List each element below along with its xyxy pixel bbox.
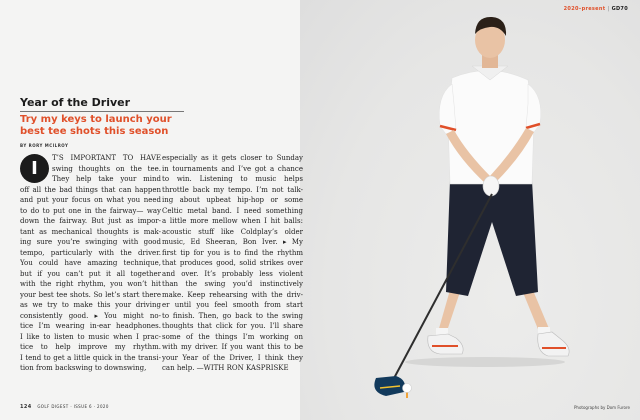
deck-line: best tee shots this season: [20, 125, 169, 137]
body-text-line: a little more mellow when I hit balls:: [162, 217, 303, 225]
body-text-line: acoustic stuff like Coldplay’s older: [162, 227, 303, 236]
body-text-line: as we try to make this your driving: [20, 301, 161, 309]
body-column-2: [162, 153, 303, 374]
body-text-line: make. Keep rehearsing with the driv-: [162, 290, 303, 299]
photo-credit: Photographs by Dom Furore: [574, 405, 630, 410]
body-text-line: off all the bad things that can happen: [20, 185, 161, 194]
body-text-line: in tournaments and I’ve got a chance: [162, 164, 303, 173]
body-text-line: can help. —WITH RON KASPRISKE: [162, 364, 289, 372]
body-text-line: swing thoughts on the tee.: [52, 164, 161, 173]
article-headline: Year of the Driver: [20, 96, 131, 109]
body-text-line: throttle back my tempo. I’m not talk-: [162, 185, 303, 194]
body-text-line: tant as mechanical thoughts is mak-: [20, 227, 161, 236]
body-text-line: I like to listen to music when I prac-: [20, 332, 161, 341]
body-text-line: with my driver. If you want this to be: [162, 343, 303, 351]
body-text-line: consistently good. ▸ You might no-: [20, 311, 161, 320]
body-text-line: They help take your mind: [52, 175, 161, 183]
body-text-line: er until you feel smooth from start: [162, 301, 303, 309]
body-text-line: down the fairway. But just as impor-: [20, 217, 161, 225]
body-text-line: thoughts that click for you. I’ll share: [162, 322, 303, 330]
body-text-line: tion from backswing to downswing,: [20, 364, 147, 372]
body-text-line: especially as it gets closer to Sunday: [162, 154, 303, 162]
issue-label: ISSUE 6 · 2020: [73, 404, 109, 409]
publication-name: GOLF DIGEST: [37, 404, 69, 409]
body-text-line: music, Ed Sheeran, Bon Iver. ▸ My: [162, 238, 303, 246]
body-text-line: ing about upbeat hip-hop or some: [162, 196, 303, 204]
body-text-line: tice I’m wearing in-ear headphones.: [20, 322, 161, 330]
body-text-line: that produces good, solid strikes over: [162, 259, 303, 267]
folio: 124 GOLF DIGEST · ISSUE 6 · 2020: [20, 404, 109, 410]
body-text-line: some of the things I’m working on: [162, 332, 303, 341]
body-text-line: to do to put one in the fairway— way: [20, 206, 161, 215]
body-text-line: You could have amazing technique,: [20, 259, 161, 267]
body-text-line: than the swing you’d instinctively: [162, 280, 303, 288]
body-text-line: with the right rhythm, you won’t hit: [20, 280, 161, 288]
body-text-line: to finish. Then, go back to the swing: [162, 311, 303, 320]
body-text-line: to win. Listening to music helps: [162, 175, 303, 183]
body-text-line: your best tee shots. So let’s start there: [20, 290, 161, 299]
article-deck: [20, 114, 210, 137]
headline-rule: [20, 111, 184, 112]
body-text-line: Celtic metal band. I need something: [162, 206, 303, 215]
running-head: [564, 6, 628, 12]
running-head-separator: |: [607, 6, 610, 12]
deck-line: Try my keys to launch your: [20, 114, 172, 125]
body-text-line: first tip for you is to find the rhythm: [162, 248, 303, 257]
magazine-logo: GD70: [611, 6, 628, 12]
body-text-line: tice to help improve my rhythm.: [20, 343, 161, 351]
body-text-line: and put your focus on what you need: [20, 196, 161, 204]
body-text-line: I tend to get a little quick in the transi-: [20, 353, 161, 362]
golfer-photo: [300, 0, 640, 420]
byline: BY RORY MCILROY: [20, 143, 69, 148]
body-text-line: but if you can’t put it all together: [20, 269, 161, 278]
body-column-1: [20, 153, 161, 374]
body-text-line: tempo, particularly with the driver.: [20, 248, 161, 257]
dropcap: I: [20, 154, 49, 183]
body-text-line: and over. It’s probably less violent: [162, 269, 303, 278]
running-head-era: 2020–present: [563, 6, 606, 12]
body-text-line: ing sure you’re swinging with good: [20, 238, 161, 246]
body-text-line: your Year of the Driver, I think they: [162, 353, 303, 362]
page-number: 124: [20, 404, 32, 410]
body-text-line: T’S IMPORTANT TO HAVE: [52, 154, 161, 162]
